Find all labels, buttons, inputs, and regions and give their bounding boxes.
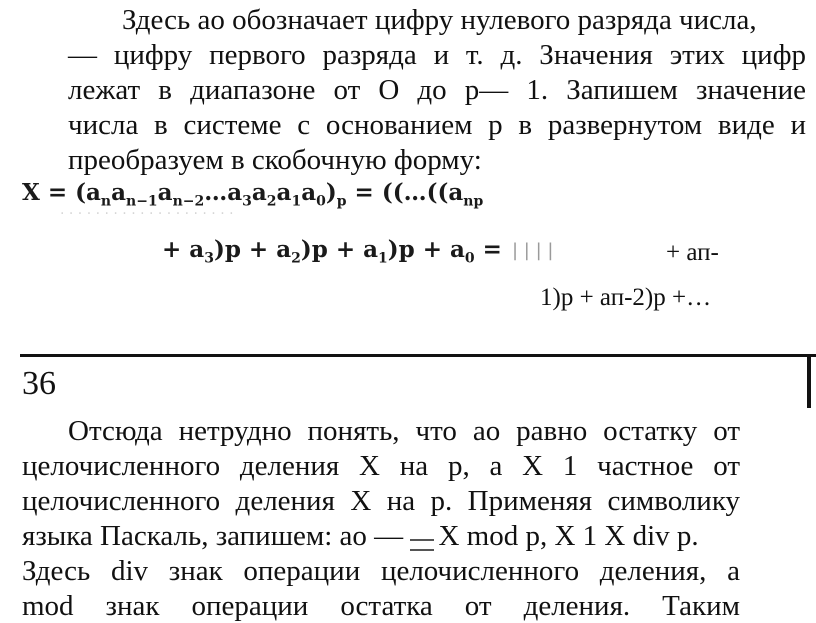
- paragraph-line-3: лежат в диапазоне от О до р— 1. Запишем значение: [68, 74, 806, 106]
- paragraph-line-4: числа в системе с основанием р в развернутом виде и: [68, 109, 806, 141]
- cropped-formula-fragment: | | | |: [512, 240, 554, 261]
- paragraph-line-10: Здесь div знак операции целочисленного деления, а: [22, 555, 740, 587]
- formula-line-1: [22, 178, 483, 217]
- paragraph-line-5: преобразуем в скобочную форму:: [68, 144, 482, 176]
- paragraph-line-11: mod знак операции остатка от деления. Таким: [22, 590, 740, 622]
- paragraph-line-1: Здесь ао обозначает цифру нулевого разряда числа,: [122, 4, 757, 36]
- paragraph-line-2: — цифру первого разряда и т. д. Значения этих цифр: [68, 39, 806, 71]
- formula-continuation-line-1: + ап-: [666, 239, 719, 266]
- formula-close-paren: ): [325, 179, 337, 206]
- formula-lhs: X = (: [22, 179, 87, 206]
- paragraph-line-8: целочисленного деления X на р. Применяя символику: [22, 485, 740, 517]
- formula-continuation-line-2: 1)р + ап-2)р +…: [540, 284, 712, 311]
- formula-rhs-subscript: np: [463, 193, 484, 210]
- page-divider-rule: [20, 354, 816, 357]
- formula-digit: $a_{n-1}$: [111, 179, 158, 210]
- paragraph-line-9: [22, 519, 699, 553]
- bleed-through-text: · · · · · · · · · · · · · · · · · · · ·: [60, 206, 234, 222]
- formula-rhs: = ((…((a: [346, 179, 464, 206]
- formula-digit: $\dots a_3$: [204, 179, 252, 210]
- formula-digit: $a_{n-2}$: [157, 179, 205, 210]
- page-number: 36: [22, 365, 56, 402]
- formula-digit: $a_0$: [301, 179, 326, 210]
- paragraph-line-7: целочисленного деления X на р, а X 1 частное от: [22, 450, 740, 482]
- formula-digit: $a_1$: [276, 179, 302, 210]
- formula-line-2: + $a_3)p + a_2)p + a_1)p + a_0$ =: [162, 236, 502, 267]
- paragraph-line-9-end: X mod p, X 1 X div p.: [438, 520, 699, 552]
- formula-digit: $a_n$: [86, 179, 112, 210]
- formula-base-subscript: p: [336, 193, 347, 210]
- paragraph-line-6: Отсюда нетрудно понять, что ао равно остатку от: [68, 415, 740, 447]
- paragraph-line-9-start: языка Паскаль, запишем: ао —: [22, 520, 411, 552]
- formula-digit: $a_2$: [251, 179, 277, 210]
- handwritten-mark: [410, 539, 434, 551]
- page-edge-rule: [807, 356, 811, 408]
